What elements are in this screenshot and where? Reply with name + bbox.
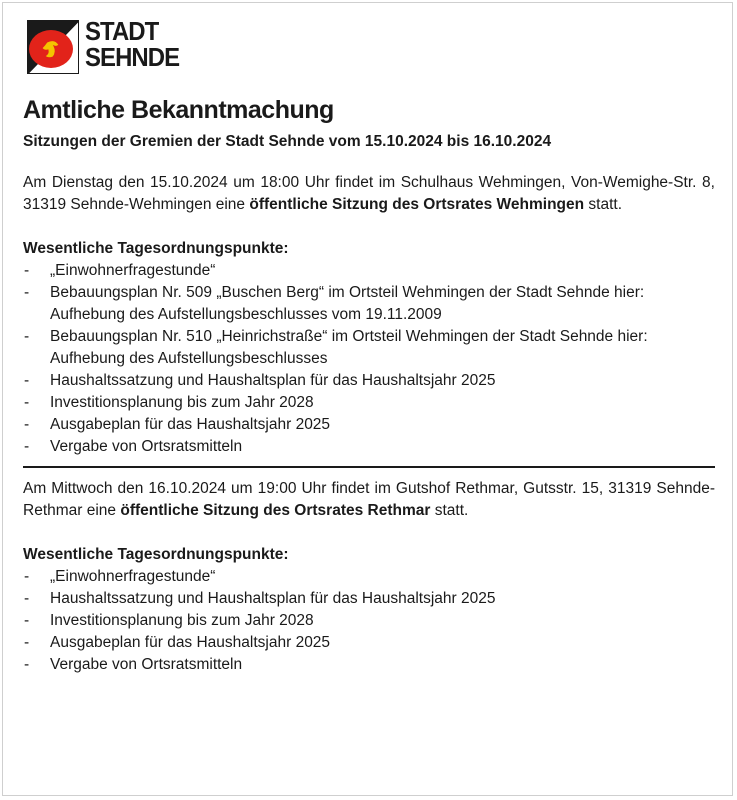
- meeting1-intro-emphasis: öffentliche Sitzung des Ortsrates Wehmingen: [249, 196, 585, 213]
- meeting1-agenda: [23, 260, 715, 458]
- agenda-item: - „Einwohnerfragestunde“: [23, 566, 715, 588]
- page-subtitle: Sitzungen der Gremien der Stadt Sehnde vom 15.10.2024 bis 16.10.2024: [23, 133, 552, 150]
- meeting2-intro-emphasis: öffentliche Sitzung des Ortsrates Rethmar: [120, 502, 431, 519]
- agenda-item: - Bebauungsplan Nr. 509 „Buschen Berg“ im Ortsteil Wehmingen der Stadt Sehnde hier: Aufhebung des Aufstellungsbeschlusses vom 19.11.2009: [23, 282, 715, 326]
- meeting1-intro: [23, 172, 715, 216]
- meeting2-intro-end: statt.: [430, 502, 469, 519]
- meeting2-agenda: [23, 566, 715, 676]
- agenda-item: - Bebauungsplan Nr. 510 „Heinrichstraße“ im Ortsteil Wehmingen der Stadt Sehnde hier: Aufhebung des Aufstellungsbeschlusses: [23, 326, 715, 370]
- agenda-item: - Investitionsplanung bis zum Jahr 2028: [23, 610, 715, 632]
- logo-line-stadt: STADT: [85, 16, 159, 46]
- notice-content: [23, 95, 715, 676]
- city-logo: [27, 16, 207, 76]
- meeting1-intro-end: statt.: [584, 196, 622, 213]
- section-divider: [23, 466, 715, 468]
- meeting1-agenda-title: Wesentliche Tagesordnungspunkte:: [23, 240, 289, 257]
- agenda-item: - Ausgabeplan für das Haushaltsjahr 2025: [23, 632, 715, 654]
- logo-wordmark: [85, 18, 179, 70]
- agenda-item: - Vergabe von Ortsratsmitteln: [23, 654, 715, 676]
- agenda-item: - Haushaltssatzung und Haushaltsplan für das Haushaltsjahr 2025: [23, 588, 715, 610]
- meeting1-intro-text: Am Dienstag den 15.10.2024 um 18:00 Uhr findet im Schulhaus Wehmingen, Von-Wemighe-Str. 8, 31319 Sehnde-Wehmingen eine: [23, 174, 715, 213]
- page-title: Amtliche Bekanntmachung: [23, 96, 334, 124]
- meeting2-agenda-title: Wesentliche Tagesordnungspunkte:: [23, 546, 289, 563]
- meeting2-intro: [23, 478, 715, 522]
- agenda-item: - Vergabe von Ortsratsmitteln: [23, 436, 715, 458]
- city-emblem-icon: [27, 20, 79, 74]
- logo-line-sehnde: SEHNDE: [85, 42, 180, 72]
- meeting2-intro-text: Am Mittwoch den 16.10.2024 um 19:00 Uhr findet im Gutshof Rethmar, Gutsstr. 15, 31319 Sehnde-Rethmar eine: [23, 480, 715, 519]
- agenda-item: - Ausgabeplan für das Haushaltsjahr 2025: [23, 414, 715, 436]
- agenda-item: - Investitionsplanung bis zum Jahr 2028: [23, 392, 715, 414]
- agenda-item: - „Einwohnerfragestunde“: [23, 260, 715, 282]
- agenda-item: - Haushaltssatzung und Haushaltsplan für das Haushaltsjahr 2025: [23, 370, 715, 392]
